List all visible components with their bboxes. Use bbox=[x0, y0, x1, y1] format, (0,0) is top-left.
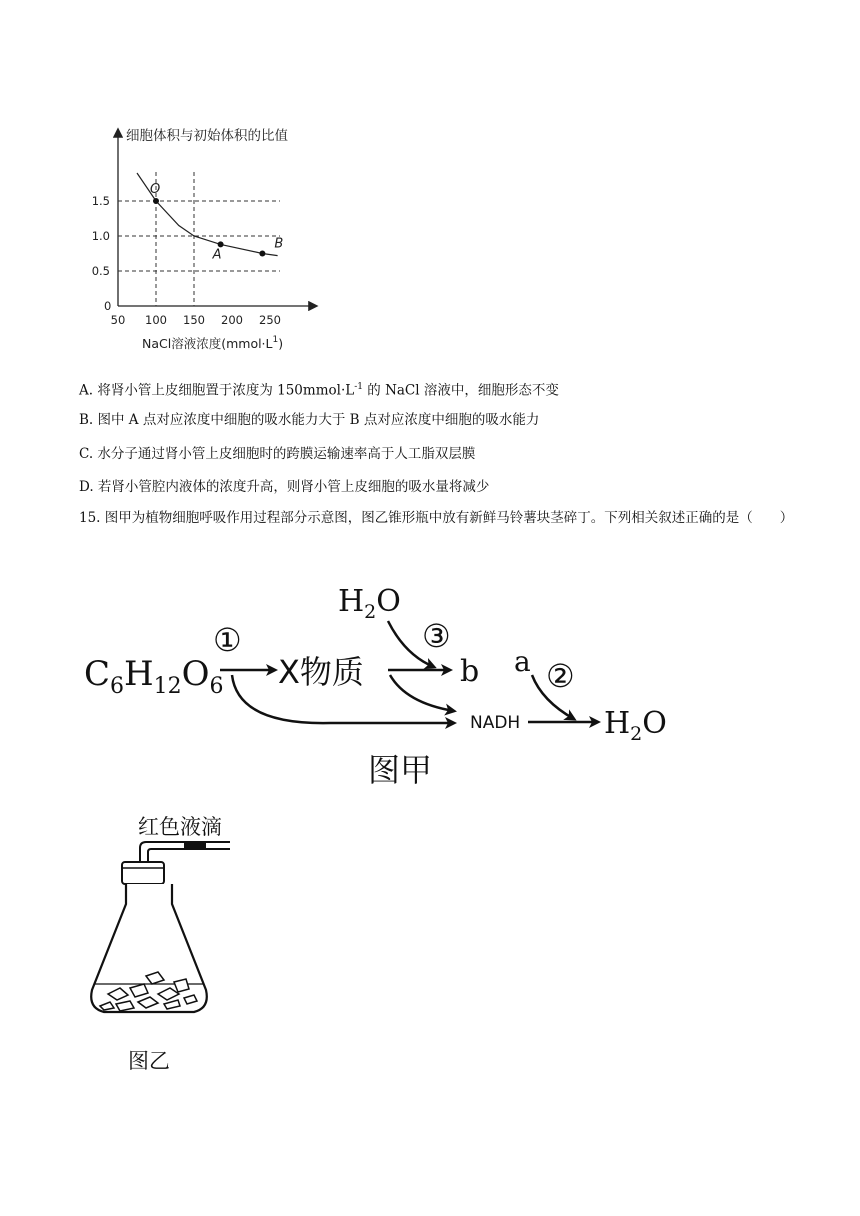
option-a: A. 将肾小管上皮细胞置于浓度为 $150mmol\cdot L^{-1}$ 的 NaCl 溶液中，细胞形态不变 bbox=[79, 382, 559, 399]
option-d: D. 若肾小管腔内液体的浓度升高，则肾小管上皮细胞的吸水量将减少 bbox=[79, 479, 490, 495]
origin-label: 0 bbox=[104, 299, 112, 313]
conical-flask bbox=[91, 884, 207, 1012]
question-15: 15. 图甲为植物细胞呼吸作用过程部分示意图，图乙锥形瓶中放有新鲜马铃薯块茎碎丁。下列相关叙述正确的是（ ） bbox=[79, 510, 794, 526]
point-O bbox=[153, 198, 159, 204]
cell-volume-graph bbox=[80, 120, 330, 355]
h2o-product: $H_2O$ bbox=[604, 706, 667, 745]
x-tick-50: 50 bbox=[110, 313, 126, 327]
tick-labels bbox=[91, 194, 284, 327]
data-points bbox=[150, 182, 283, 262]
x-axis-label: NaCl溶液浓度$(mmol\cdot L^1)$ bbox=[142, 335, 284, 351]
x-tick-100: 100 bbox=[145, 313, 167, 327]
rubber-stopper bbox=[122, 862, 164, 884]
h2o-reactant: $H_2O$ bbox=[338, 584, 401, 623]
glucose-formula: $C_6H_{12}O_6$ bbox=[84, 654, 224, 699]
dashed-guides bbox=[118, 172, 280, 306]
x-tick-200: 200 bbox=[221, 313, 243, 327]
step-1-label: ① bbox=[213, 621, 242, 659]
diagram-yi bbox=[80, 808, 250, 1080]
caption-yi: 图乙 bbox=[128, 1049, 170, 1073]
x-tick-150: 150 bbox=[183, 313, 205, 327]
product-b: b bbox=[460, 654, 480, 689]
y-tick-1.0: 1.0 bbox=[91, 229, 110, 243]
point-label-A: A bbox=[212, 247, 222, 263]
option-c: C. 水分子通过肾小管上皮细胞时的跨膜运输速率高于人工脂双层膜 bbox=[79, 446, 476, 462]
option-b: B. 图中 A 点对应浓度中细胞的吸水能力大于 B 点对应浓度中细胞的吸水能力 bbox=[79, 412, 540, 428]
y-axis-label: 细胞体积与初始体积的比值 bbox=[126, 128, 288, 144]
diagram-jia bbox=[70, 575, 690, 790]
caption-jia: 图甲 bbox=[368, 751, 433, 789]
y-tick-0.5: 0.5 bbox=[91, 264, 110, 278]
red-droplet-label: 红色液滴 bbox=[138, 815, 222, 839]
point-label-B: B bbox=[274, 236, 284, 252]
nadh: NADH bbox=[470, 713, 521, 733]
point-B bbox=[259, 251, 265, 257]
x-tick-250: 250 bbox=[259, 313, 281, 327]
red-droplet bbox=[184, 842, 206, 849]
reactant-a: a bbox=[514, 645, 531, 678]
y-tick-1.5: 1.5 bbox=[91, 194, 110, 208]
arrow-x-to-nadh bbox=[390, 675, 454, 711]
step-3-label: ③ bbox=[422, 617, 451, 655]
step-2-label: ② bbox=[546, 657, 575, 695]
x-substance: X物质 bbox=[278, 653, 364, 691]
point-label-O: O bbox=[150, 182, 161, 197]
